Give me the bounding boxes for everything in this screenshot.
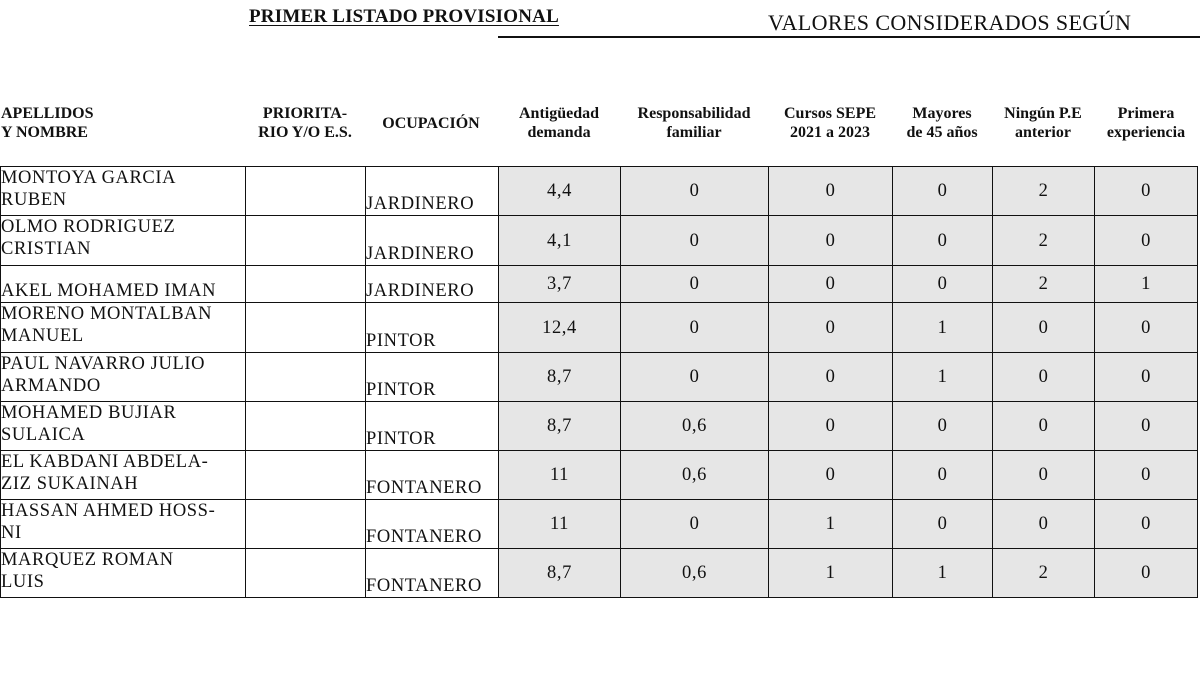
responsabilidad-value: 0 bbox=[621, 353, 769, 402]
occupation-cell: FONTANERO bbox=[366, 500, 499, 549]
cursos-value: 1 bbox=[769, 549, 893, 598]
primera-value: 0 bbox=[1095, 216, 1198, 266]
table-row bbox=[1, 266, 1198, 303]
cursos-value: 0 bbox=[769, 353, 893, 402]
antiguedad-value: 11 bbox=[499, 451, 621, 500]
applicant-name: MORENO MONTALBAN MANUEL bbox=[1, 303, 246, 353]
ningun-value: 0 bbox=[993, 303, 1095, 353]
primera-value: 0 bbox=[1095, 451, 1198, 500]
priority-cell bbox=[246, 167, 366, 216]
applicant-name: EL KABDANI ABDELA- ZIZ SUKAINAH bbox=[1, 451, 246, 500]
cursos-value: 1 bbox=[769, 500, 893, 549]
priority-cell bbox=[246, 266, 366, 303]
ningun-value: 2 bbox=[993, 167, 1095, 216]
priority-cell bbox=[246, 353, 366, 402]
antiguedad-value: 4,1 bbox=[499, 216, 621, 266]
mayores-value: 0 bbox=[893, 500, 993, 549]
applicant-name: OLMO RODRIGUEZ CRISTIAN bbox=[1, 216, 246, 266]
table-row bbox=[1, 402, 1198, 451]
applicant-name: HASSAN AHMED HOSS- NI bbox=[1, 500, 246, 549]
applicants-table bbox=[0, 166, 1198, 598]
responsabilidad-value: 0 bbox=[621, 216, 769, 266]
priority-cell bbox=[246, 500, 366, 549]
antiguedad-value: 8,7 bbox=[499, 353, 621, 402]
cursos-value: 0 bbox=[769, 167, 893, 216]
header-responsabilidad: Responsabilidad familiar bbox=[637, 105, 751, 141]
occupation-cell: JARDINERO bbox=[366, 216, 499, 266]
mayores-value: 0 bbox=[893, 216, 993, 266]
table-row bbox=[1, 451, 1198, 500]
header-cursos: Cursos SEPE 2021 a 2023 bbox=[783, 105, 877, 141]
table-row bbox=[1, 303, 1198, 353]
priority-cell bbox=[246, 549, 366, 598]
occupation-cell: PINTOR bbox=[366, 402, 499, 451]
occupation-cell: PINTOR bbox=[366, 353, 499, 402]
ningun-value: 2 bbox=[993, 549, 1095, 598]
occupation-cell: PINTOR bbox=[366, 303, 499, 353]
cursos-value: 0 bbox=[769, 216, 893, 266]
ningun-value: 2 bbox=[993, 266, 1095, 303]
primera-value: 0 bbox=[1095, 303, 1198, 353]
header-ningun: Ningún P.E anterior bbox=[1004, 105, 1082, 141]
mayores-value: 1 bbox=[893, 353, 993, 402]
applicant-name: MARQUEZ ROMAN LUIS bbox=[1, 549, 246, 598]
responsabilidad-value: 0,6 bbox=[621, 549, 769, 598]
responsabilidad-value: 0 bbox=[621, 500, 769, 549]
ningun-value: 0 bbox=[993, 353, 1095, 402]
primera-value: 0 bbox=[1095, 402, 1198, 451]
occupation-cell: JARDINERO bbox=[366, 167, 499, 216]
table-row bbox=[1, 353, 1198, 402]
responsabilidad-value: 0,6 bbox=[621, 402, 769, 451]
header-mayores: Mayores de 45 años bbox=[906, 105, 978, 141]
applicant-name: AKEL MOHAMED IMAN bbox=[1, 266, 246, 303]
ningun-value: 0 bbox=[993, 500, 1095, 549]
primera-value: 0 bbox=[1095, 167, 1198, 216]
mayores-value: 0 bbox=[893, 402, 993, 451]
responsabilidad-value: 0 bbox=[621, 167, 769, 216]
priority-cell bbox=[246, 451, 366, 500]
cursos-value: 0 bbox=[769, 402, 893, 451]
document-subtitle: VALORES CONSIDERADOS SEGÚN bbox=[768, 10, 1132, 35]
priority-cell bbox=[246, 216, 366, 266]
occupation-cell: JARDINERO bbox=[366, 266, 499, 303]
ningun-value: 2 bbox=[993, 216, 1095, 266]
primera-value: 1 bbox=[1095, 266, 1198, 303]
header-antiguedad: Antigüedad demanda bbox=[518, 105, 600, 141]
antiguedad-value: 11 bbox=[499, 500, 621, 549]
antiguedad-value: 8,7 bbox=[499, 549, 621, 598]
mayores-value: 1 bbox=[893, 303, 993, 353]
occupation-cell: FONTANERO bbox=[366, 549, 499, 598]
responsabilidad-value: 0,6 bbox=[621, 451, 769, 500]
cursos-value: 0 bbox=[769, 266, 893, 303]
occupation-cell: FONTANERO bbox=[366, 451, 499, 500]
primera-value: 0 bbox=[1095, 353, 1198, 402]
table-row bbox=[1, 167, 1198, 216]
antiguedad-value: 4,4 bbox=[499, 167, 621, 216]
table-row bbox=[1, 549, 1198, 598]
applicant-name: PAUL NAVARRO JULIO ARMANDO bbox=[1, 353, 246, 402]
antiguedad-value: 8,7 bbox=[499, 402, 621, 451]
header-name: APELLIDOS Y NOMBRE bbox=[1, 105, 94, 141]
document-title: PRIMER LISTADO PROVISIONAL bbox=[249, 6, 559, 27]
ningun-value: 0 bbox=[993, 451, 1095, 500]
antiguedad-value: 3,7 bbox=[499, 266, 621, 303]
responsabilidad-value: 0 bbox=[621, 266, 769, 303]
mayores-value: 0 bbox=[893, 167, 993, 216]
mayores-value: 0 bbox=[893, 451, 993, 500]
title-rule bbox=[498, 36, 1200, 38]
header-priority: PRIORITA- RIO Y/O E.S. bbox=[258, 105, 352, 141]
primera-value: 0 bbox=[1095, 500, 1198, 549]
mayores-value: 0 bbox=[893, 266, 993, 303]
priority-cell bbox=[246, 303, 366, 353]
table-row bbox=[1, 216, 1198, 266]
applicant-name: MOHAMED BUJIAR SULAICA bbox=[1, 402, 246, 451]
primera-value: 0 bbox=[1095, 549, 1198, 598]
header-occupation: OCUPACIÓN bbox=[382, 115, 480, 132]
priority-cell bbox=[246, 402, 366, 451]
ningun-value: 0 bbox=[993, 402, 1095, 451]
mayores-value: 1 bbox=[893, 549, 993, 598]
cursos-value: 0 bbox=[769, 451, 893, 500]
header-primera: Primera experiencia bbox=[1106, 105, 1186, 141]
antiguedad-value: 12,4 bbox=[499, 303, 621, 353]
table-row bbox=[1, 500, 1198, 549]
responsabilidad-value: 0 bbox=[621, 303, 769, 353]
applicant-name: MONTOYA GARCIA RUBEN bbox=[1, 167, 246, 216]
cursos-value: 0 bbox=[769, 303, 893, 353]
